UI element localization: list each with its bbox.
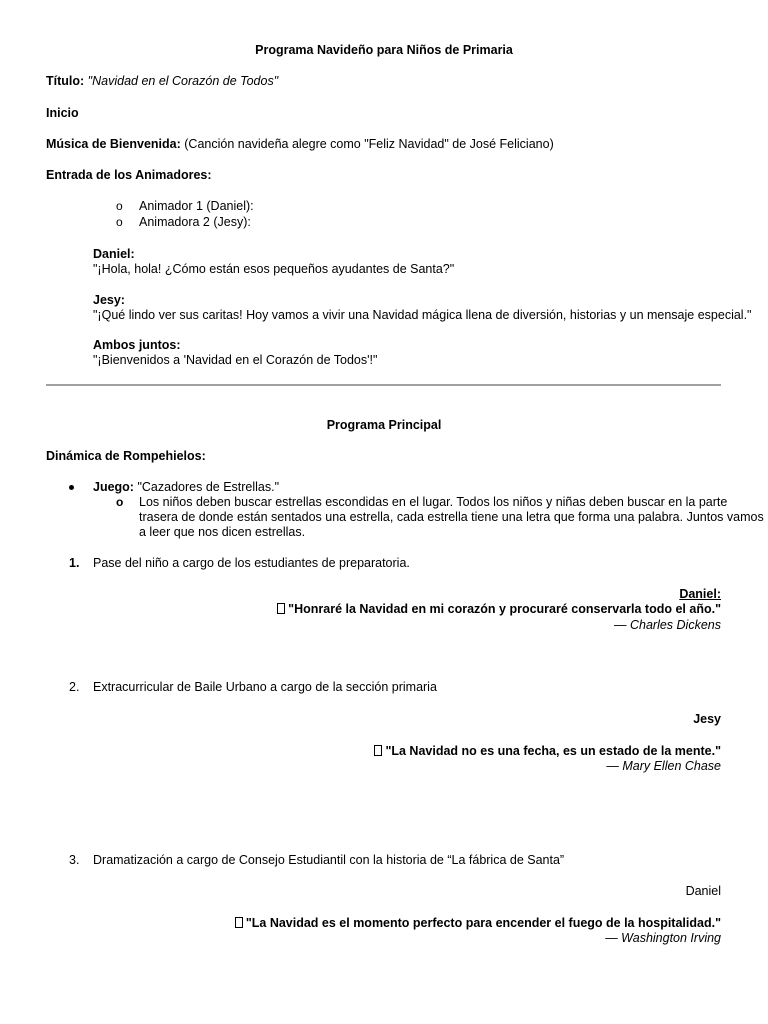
titulo-value: "Navidad en el Corazón de Todos" <box>87 74 279 88</box>
titulo-label: Título: <box>46 74 85 88</box>
musica-line <box>46 137 554 152</box>
item-quote: "Honraré la Navidad en mi corazón y procuraré conservarla todo el año." <box>288 602 721 616</box>
list-bullet: o <box>116 495 124 509</box>
item-text: Dramatización a cargo de Consejo Estudiantil con la historia de “La fábrica de Santa” <box>93 853 565 867</box>
item-speaker: Daniel: <box>679 587 721 601</box>
section-divider <box>46 384 721 386</box>
dialogue-line: "¡Qué lindo ver sus caritas! Hoy vamos a vivir una Navidad mágica llena de diversión, historias y un mensaje especial." <box>93 308 752 322</box>
list-item: Animador 1 (Daniel): <box>139 199 254 213</box>
item-quote: "La Navidad no es una fecha, es un estado de la mente." <box>385 744 721 758</box>
list-bullet: o <box>116 215 123 229</box>
dialogue-speaker: Ambos juntos: <box>93 338 181 352</box>
item-quote: "La Navidad es el momento perfecto para encender el fuego de la hospitalidad." <box>245 916 721 930</box>
juego-line <box>93 480 279 495</box>
juego-value: "Cazadores de Estrellas." <box>137 480 280 494</box>
programa-heading: Programa Principal <box>326 418 442 432</box>
inicio-heading: Inicio <box>46 106 79 120</box>
placeholder-glyph-icon <box>277 603 285 614</box>
titulo-line <box>46 74 278 89</box>
dialogue-line: "¡Hola, hola! ¿Cómo están esos pequeños ayudantes de Santa?" <box>93 262 455 276</box>
dialogue-line: "¡Bienvenidos a 'Navidad en el Corazón de Todos'!" <box>93 353 378 367</box>
item-author: — Washington Irving <box>605 931 721 945</box>
item-speaker: Jesy <box>693 712 721 726</box>
list-bullet: o <box>116 199 123 213</box>
item-quote-line <box>277 602 721 617</box>
page-title: Programa Navideño para Niños de Primaria <box>255 43 513 57</box>
list-item: Animadora 2 (Jesy): <box>139 215 251 229</box>
item-author: — Mary Ellen Chase <box>606 759 721 773</box>
item-author: — Charles Dickens <box>614 618 721 632</box>
entrada-heading: Entrada de los Animadores: <box>46 168 212 182</box>
placeholder-glyph-icon <box>374 745 382 756</box>
item-speaker: Daniel <box>685 884 721 898</box>
placeholder-glyph-icon <box>235 917 243 928</box>
item-number: 3. <box>69 853 80 867</box>
dialogue-speaker: Daniel: <box>93 247 135 261</box>
musica-label: Música de Bienvenida: <box>46 137 181 151</box>
item-number: 1. <box>69 556 80 570</box>
juego-label: Juego: <box>93 480 134 494</box>
juego-desc-line: Los niños deben buscar estrellas escondidas en el lugar. Todos los niños y niñas deben buscar en la parte <box>139 495 728 509</box>
item-quote-line <box>235 916 721 931</box>
item-quote-line <box>374 744 721 759</box>
rompehielos-heading: Dinámica de Rompehielos: <box>46 449 206 463</box>
item-text: Pase del niño a cargo de los estudiantes de preparatoria. <box>93 556 410 570</box>
juego-desc-line: a leer que nos dicen estrellas. <box>139 525 306 539</box>
item-number: 2. <box>69 680 80 694</box>
bullet-dot <box>69 485 74 490</box>
dialogue-speaker: Jesy: <box>93 293 125 307</box>
juego-desc-line: trasera de donde están sentados una estrella, cada estrella tiene una letra que forma una palabra. Juntos vamos <box>139 510 764 524</box>
musica-value: (Canción navideña alegre como "Feliz Navidad" de José Feliciano) <box>184 137 554 151</box>
item-text: Extracurricular de Baile Urbano a cargo de la sección primaria <box>93 680 437 694</box>
